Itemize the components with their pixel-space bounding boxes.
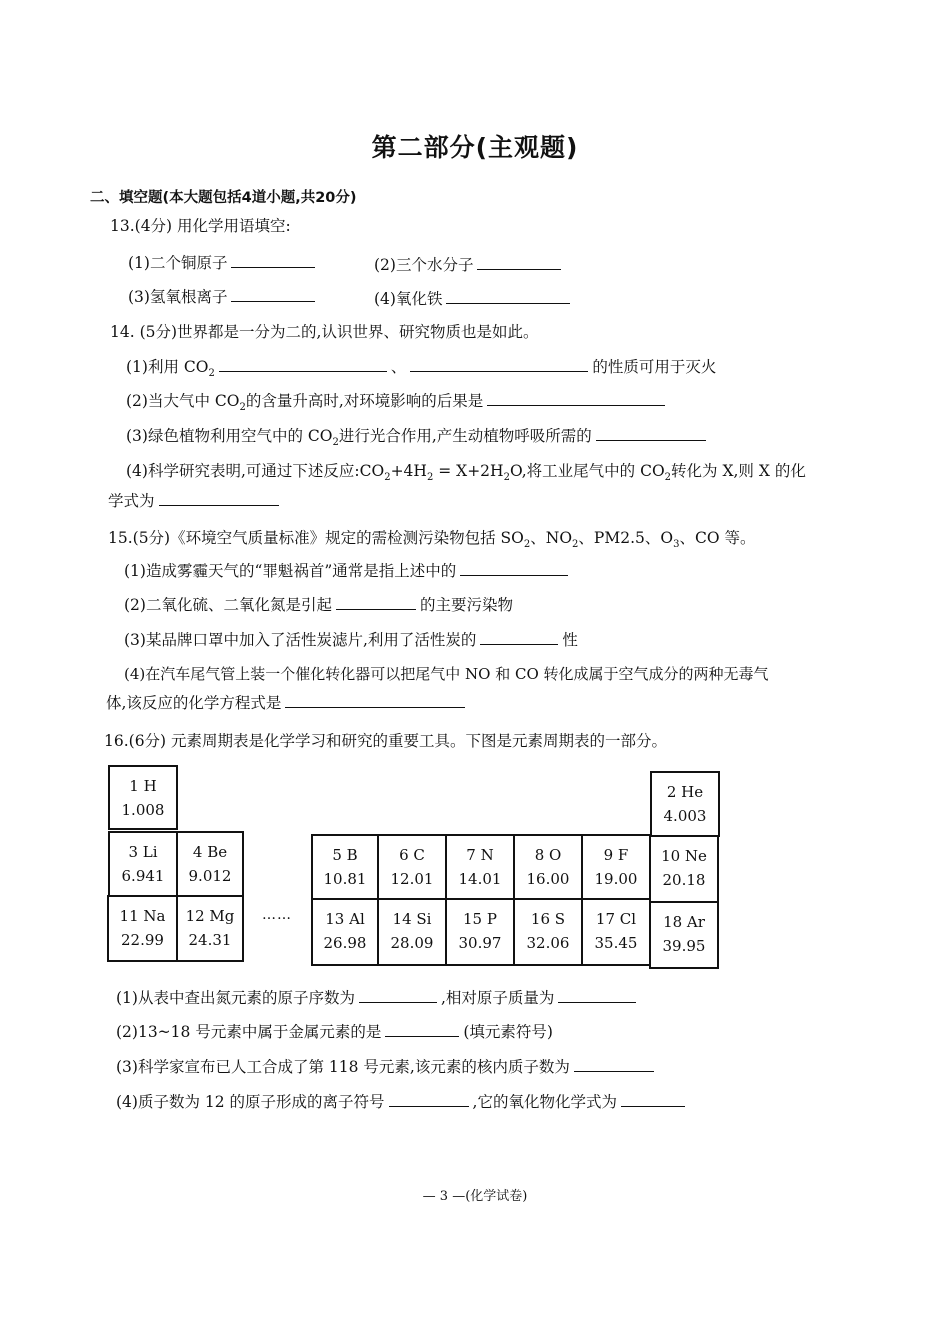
q15-part3 <box>124 629 578 650</box>
q16-part3 <box>116 1056 658 1077</box>
subscript: 3 <box>673 539 680 551</box>
q15-part1 <box>124 560 572 581</box>
element-cell-li <box>108 831 178 897</box>
element-symbol: 10 Ne <box>661 847 707 865</box>
q15-part4-cont <box>106 692 469 713</box>
subscript: 2 <box>523 539 531 551</box>
q13-part3-text: (3)氢氧根离子 <box>128 288 228 306</box>
subscript: 2 <box>332 437 339 449</box>
element-symbol: 6 C <box>399 846 425 864</box>
q14-part2-text: (2)当大气中 CO <box>126 392 240 410</box>
q16-part1-text: ,相对原子质量为 <box>440 989 555 1007</box>
q14-part1-text: (1)利用 CO <box>126 358 209 376</box>
element-cell-ar <box>649 901 719 969</box>
element-mass: 39.95 <box>662 937 706 955</box>
element-cell-be <box>176 831 244 897</box>
element-cell-s <box>513 898 583 966</box>
element-symbol: 11 Na <box>119 907 166 925</box>
answer-blank[interactable] <box>477 254 561 270</box>
q13-part4 <box>374 288 574 309</box>
answer-blank[interactable] <box>480 629 558 645</box>
q15-part2-end: 的主要污染物 <box>419 596 513 614</box>
element-mass: 35.45 <box>594 934 638 952</box>
q14-part3-text: (3)绿色植物利用空气中的 CO <box>126 427 333 445</box>
q15-part4-text: 体,该反应的化学方程式是 <box>106 694 282 712</box>
element-symbol: 2 He <box>666 783 704 801</box>
q14-part4 <box>126 461 806 488</box>
q14-part4-text: 转化为 X,则 X 的化 <box>671 462 806 480</box>
q16-part2 <box>116 1021 553 1042</box>
q16-part2-text: (2)13~18 号元素中属于金属元素的是 <box>116 1023 382 1041</box>
q16-part4-text: ,它的氧化物化学式为 <box>472 1093 617 1111</box>
q16-part4-text: (4)质子数为 12 的原子形成的离子符号 <box>116 1093 385 1111</box>
element-mass: 24.31 <box>188 931 232 949</box>
element-cell-p <box>445 898 515 966</box>
q14-part4-text: 学式为 <box>108 492 155 510</box>
answer-blank[interactable] <box>231 286 315 302</box>
q15-stem-text: 、PM2.5、O <box>578 529 674 547</box>
q15-stem-text: 15.(5分)《环境空气质量标准》规定的需检测污染物包括 SO <box>108 529 524 547</box>
element-mass: 26.98 <box>323 934 367 952</box>
element-mass: 9.012 <box>188 867 232 885</box>
q14-part2 <box>126 390 669 418</box>
element-mass: 12.01 <box>390 870 434 888</box>
element-cell-h <box>108 765 178 830</box>
q13-part1 <box>128 252 319 273</box>
q14-part1-sep: 、 <box>390 358 407 376</box>
element-symbol: 15 P <box>463 910 497 928</box>
element-mass: 14.01 <box>458 870 502 888</box>
element-cell-si <box>377 898 447 966</box>
element-mass: 4.003 <box>663 807 707 825</box>
element-cell-cl <box>581 898 651 966</box>
q15-stem <box>108 528 755 555</box>
q15-part1-text: (1)造成雾霾天气的“罪魁祸首”通常是指上述中的 <box>124 562 457 580</box>
q16-part3-text: (3)科学家宣布已人工合成了第 118 号元素,该元素的核内质子数为 <box>116 1058 570 1076</box>
answer-blank[interactable] <box>285 692 465 708</box>
q14-part4-cont <box>108 490 283 511</box>
element-symbol: 13 Al <box>325 910 365 928</box>
answer-blank[interactable] <box>621 1091 685 1107</box>
q14-part2-end: 的含量升高时,对环境影响的后果是 <box>245 392 484 410</box>
answer-blank[interactable] <box>596 425 706 441</box>
element-mass: 6.941 <box>121 867 165 885</box>
answer-blank[interactable] <box>336 594 416 610</box>
element-cell-al <box>311 898 379 966</box>
element-mass: 28.09 <box>390 934 434 952</box>
answer-blank[interactable] <box>574 1056 654 1072</box>
element-symbol: 4 Be <box>192 843 228 861</box>
answer-blank[interactable] <box>231 252 315 268</box>
element-mass: 32.06 <box>526 934 570 952</box>
page-footer: — 3 —(化学试卷) <box>422 1189 528 1204</box>
element-symbol: 12 Mg <box>185 907 235 925</box>
answer-blank[interactable] <box>460 560 568 576</box>
q14-stem: 14. (5分)世界都是一分为二的,认识世界、研究物质也是如此。 <box>110 323 539 341</box>
q13-part2-text: (2)三个水分子 <box>374 256 474 274</box>
element-symbol: 5 B <box>332 846 358 864</box>
q14-part3 <box>126 425 710 453</box>
q16-stem: 16.(6分) 元素周期表是化学学习和研究的重要工具。下图是元素周期表的一部分。 <box>104 732 668 750</box>
q14-part3-end: 进行光合作用,产生动植物呼吸所需的 <box>338 427 592 445</box>
subscript: 2 <box>664 472 672 484</box>
subscript: 2 <box>426 472 434 484</box>
q13-part4-text: (4)氧化铁 <box>374 290 443 308</box>
q13-stem: 13.(4分) 用化学用语填空: <box>110 217 291 235</box>
q15-part3-text: (3)某品牌口罩中加入了活性炭滤片,利用了活性炭的 <box>124 631 477 649</box>
element-mass: 30.97 <box>458 934 502 952</box>
element-mass: 10.81 <box>323 870 367 888</box>
q15-part2-text: (2)二氧化硫、二氧化氮是引起 <box>124 596 332 614</box>
subscript: 2 <box>384 472 391 484</box>
element-mass: 20.18 <box>662 871 706 889</box>
page-title: 第二部分(主观题) <box>371 133 579 162</box>
element-symbol: 9 F <box>603 846 629 864</box>
q14-part4-text: (4)科学研究表明,可通过下述反应:CO <box>126 462 385 480</box>
answer-blank[interactable] <box>385 1021 459 1037</box>
element-symbol: 3 Li <box>128 843 158 861</box>
answer-blank[interactable] <box>159 490 279 506</box>
answer-blank[interactable] <box>219 356 387 372</box>
q15-part4: (4)在汽车尾气管上装一个催化转化器可以把尾气中 NO 和 CO 转化成属于空气成分的两种无毒气 <box>124 665 769 683</box>
section-heading: 二、填空题(本大题包括4道小题,共20分) <box>90 190 357 206</box>
ellipsis: …… <box>262 907 292 923</box>
subscript: 2 <box>208 368 215 380</box>
element-mass: 19.00 <box>594 870 638 888</box>
element-symbol: 16 S <box>530 910 566 928</box>
element-cell-he <box>650 771 720 837</box>
q13-part1-text: (1)二个铜原子 <box>128 254 228 272</box>
q16-part4 <box>116 1091 689 1112</box>
element-cell-f <box>581 834 651 900</box>
answer-blank[interactable] <box>487 390 665 406</box>
q16-part1-text: (1)从表中查出氮元素的原子序数为 <box>116 989 355 1007</box>
subscript: 2 <box>572 539 579 551</box>
element-cell-na <box>107 895 178 962</box>
element-mass: 1.008 <box>121 801 165 819</box>
q15-part3-end: 性 <box>562 631 578 649</box>
answer-blank[interactable] <box>558 987 636 1003</box>
q13-part3 <box>128 286 319 307</box>
q16-part2-end: (填元素符号) <box>463 1023 553 1041</box>
element-symbol: 1 H <box>129 777 157 795</box>
subscript: 2 <box>239 402 246 414</box>
q14-part4-text: = X+2H <box>433 462 504 480</box>
q15-stem-text: 、CO 等。 <box>679 529 756 547</box>
element-cell-o <box>513 834 583 900</box>
q14-part1 <box>126 356 716 384</box>
element-symbol: 8 O <box>534 846 562 864</box>
element-symbol: 18 Ar <box>663 913 705 931</box>
q16-part1 <box>116 987 640 1008</box>
q13-part2 <box>374 254 565 275</box>
q14-part4-text: O,将工业尾气中的 CO <box>509 462 665 480</box>
q14-part4-text: +4H <box>390 462 427 480</box>
answer-blank[interactable] <box>410 356 588 372</box>
answer-blank[interactable] <box>446 288 570 304</box>
q14-part1-end: 的性质可用于灭火 <box>592 358 717 376</box>
element-cell-c <box>377 834 447 900</box>
element-cell-n <box>445 834 515 900</box>
answer-blank[interactable] <box>359 987 437 1003</box>
q15-stem-text: 、NO <box>530 529 573 547</box>
element-cell-ne <box>649 835 719 903</box>
subscript: 2 <box>503 472 510 484</box>
element-mass: 16.00 <box>526 870 570 888</box>
answer-blank[interactable] <box>389 1091 469 1107</box>
element-symbol: 14 Si <box>392 910 432 928</box>
element-cell-b <box>311 834 379 900</box>
element-mass: 22.99 <box>121 931 164 949</box>
element-cell-mg <box>176 895 244 962</box>
element-symbol: 17 Cl <box>595 910 637 928</box>
element-symbol: 7 N <box>466 846 494 864</box>
q15-part2 <box>124 594 513 615</box>
